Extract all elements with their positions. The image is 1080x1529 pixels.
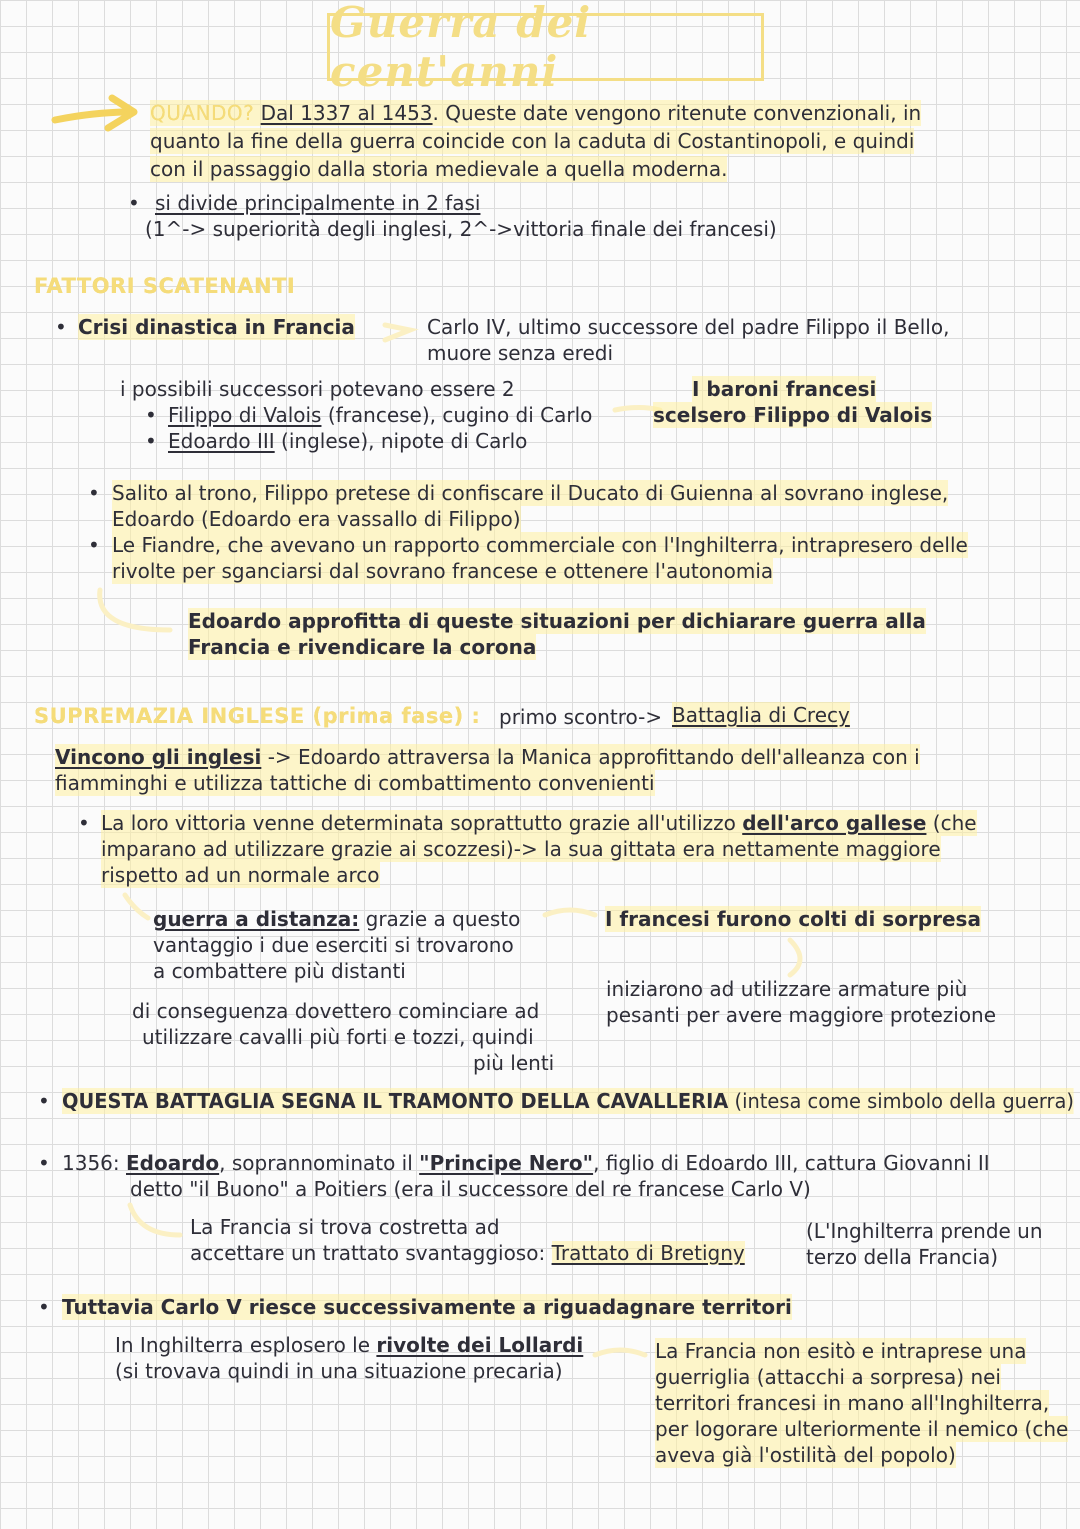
bullet: •	[88, 533, 100, 557]
intro-text: . Queste date vengono ritenute convenzionali, in	[432, 101, 922, 125]
bullet: •	[88, 481, 100, 505]
bullet1-line-2: Edoardo (Edoardo era vassallo di Filippo)	[112, 507, 521, 531]
barons-line-2: scelsero Filippo di Valois	[653, 403, 933, 427]
flow-arrow-icon	[100, 590, 170, 630]
bullet: •	[38, 1295, 50, 1319]
horses-line-1: di conseguenza dovettero cominciare ad	[132, 999, 540, 1023]
when-label: QUANDO?	[150, 101, 255, 125]
cavalry-line	[62, 1088, 1074, 1114]
france-line-1: La Francia si trova costretta ad	[190, 1215, 500, 1239]
bullet: •	[55, 315, 67, 339]
dynastic-crisis: Crisi dinastica in Francia	[78, 315, 355, 339]
successor-1	[168, 402, 592, 428]
distance-label: guerra a distanza:	[153, 907, 360, 931]
year-1356: 1356:	[62, 1151, 120, 1175]
flow-arrow-icon	[130, 1205, 180, 1235]
conclusion-line-2: Francia e rivendicare la corona	[188, 635, 537, 659]
black-prince: "Principe Nero"	[419, 1151, 594, 1175]
prince-line-1	[62, 1150, 990, 1176]
guerrilla-line-5: aveva già l'ostilità del popolo)	[655, 1443, 956, 1467]
england-line-2: terzo della Francia)	[806, 1245, 999, 1269]
phases-bullet: si divide principalmente in 2 fasi	[155, 191, 481, 215]
war-dates: Dal 1337 al 1453	[260, 101, 433, 125]
successor-1-desc: (francese), cugino di Carlo	[321, 403, 593, 427]
winners-label: Vincono gli inglesi	[55, 745, 262, 769]
france-text: accettare un trattato svantaggioso:	[190, 1241, 552, 1265]
successor-2-name: Edoardo III	[168, 429, 275, 453]
lollardi-line-1	[115, 1332, 583, 1358]
bullet2-line-2: rivolte per sganciarsi dal sovrano francese e ottenere l'autonomia	[112, 559, 774, 583]
flow-arrow-icon	[545, 910, 595, 915]
bullet1-line-1: Salito al trono, Filippo pretese di confiscare il Ducato di Guienna al sovrano inglese,	[112, 481, 949, 505]
bullet: •	[38, 1151, 50, 1175]
winners-line-1	[55, 744, 920, 770]
distance-text: grazie a questo	[359, 907, 521, 931]
flow-arrow-icon	[595, 1350, 645, 1355]
france-line-2	[190, 1240, 745, 1266]
cavalry-bold: QUESTA BATTAGLIA SEGNA IL TRAMONTO DELLA CAVALLERIA	[62, 1089, 729, 1113]
flow-arrow-icon	[125, 895, 148, 918]
successor-2-desc: (inglese), nipote di Carlo	[274, 429, 528, 453]
first-clash-label: primo scontro->	[499, 705, 663, 729]
battle-name: Battaglia di Crecy	[672, 703, 850, 727]
winners-text: -> Edoardo attraversa la Manica approfittando dell'alleanza con i	[261, 745, 920, 769]
england-line-1: (L'Inghilterra prende un	[806, 1219, 1043, 1243]
lollardi-line-2: (si trovava quindi in una situazione precaria)	[115, 1359, 563, 1383]
bullet: •	[145, 403, 157, 427]
armor-line-2: pesanti per avere maggiore protezione	[606, 1003, 997, 1027]
arrow-right-icon	[55, 98, 134, 128]
intro-line-1	[150, 100, 921, 126]
prince-text: , soprannominato il	[219, 1151, 420, 1175]
prince-text-rest: , figlio di Edoardo III, cattura Giovanni II	[593, 1151, 990, 1175]
section-heading-factors: FATTORI SCATENANTI	[34, 274, 296, 298]
successors-intro: i possibili successori potevano essere 2	[120, 377, 515, 401]
bullet: •	[128, 191, 140, 215]
flow-arrow-icon	[790, 940, 800, 975]
carlo-v-line: Tuttavia Carlo V riesce successivamente a riguadagnare territori	[62, 1295, 792, 1319]
lollardi-name: rivolte dei Lollardi	[376, 1333, 584, 1357]
distance-line-3: a combattere più distanti	[153, 959, 406, 983]
bullet: •	[145, 429, 157, 453]
distance-line-2: vantaggio i due eserciti si trovarono	[153, 933, 514, 957]
horses-line-3: più lenti	[473, 1051, 555, 1075]
guerrilla-line-1: La Francia non esitò e intraprese una	[655, 1339, 1027, 1363]
flow-arrow-icon	[385, 325, 410, 340]
carlo-line-1: Carlo IV, ultimo successore del padre Filippo il Bello,	[427, 315, 950, 339]
treaty-name: Trattato di Bretigny	[551, 1241, 745, 1265]
successor-1-name: Filippo di Valois	[168, 403, 322, 427]
guerrilla-line-4: per logorare ulteriormente il nemico (che	[655, 1417, 1069, 1441]
armor-line-1: iniziarono ad utilizzare armature più	[606, 977, 968, 1001]
bow-text-end: (che	[926, 811, 977, 835]
intro-line-2: quanto la fine della guerra coincide con la caduta di Costantinopoli, e quindi	[150, 129, 915, 153]
page-title: Guerra dei cent'anni	[330, 0, 592, 96]
bullet: •	[78, 811, 90, 835]
intro-line-3: con il passaggio dalla storia medievale a quella moderna.	[150, 157, 728, 181]
section-heading-supremacy: SUPREMAZIA INGLESE (prima fase) :	[34, 704, 481, 728]
carlo-line-2: muore senza eredi	[427, 341, 613, 365]
welsh-bow: dell'arco gallese	[742, 811, 927, 835]
distance-line-1	[153, 906, 520, 932]
bow-line-1	[101, 810, 977, 836]
phases-detail: (1^-> superiorità degli inglesi, 2^->vittoria finale dei francesi)	[145, 217, 777, 241]
guerrilla-line-3: territori francesi in mano all'Inghilterra,	[655, 1391, 1050, 1415]
surprise-text: I francesi furono colti di sorpresa	[605, 907, 981, 931]
barons-line-1: I baroni francesi	[692, 377, 877, 401]
horses-line-2: utilizzare cavalli più forti e tozzi, quindi	[142, 1025, 534, 1049]
bullet2-line-1: Le Fiandre, che avevano un rapporto commerciale con l'Inghilterra, intrapresero delle	[112, 533, 968, 557]
successor-2	[168, 428, 527, 454]
edoardo-name: Edoardo	[126, 1151, 220, 1175]
cavalry-rest: (intesa come simbolo della guerra)	[728, 1089, 1074, 1113]
bow-line-3: rispetto ad un normale arco	[101, 863, 380, 887]
lollardi-text: In Inghilterra esplosero le	[115, 1333, 377, 1357]
guerrilla-line-2: guerriglia (attacchi a sorpresa) nei	[655, 1365, 1001, 1389]
prince-line-2: detto "il Buono" a Poitiers (era il successore del re francese Carlo V)	[130, 1177, 811, 1201]
bullet: •	[38, 1089, 50, 1113]
bow-text: La loro vittoria venne determinata soprattutto grazie all'utilizzo	[101, 811, 743, 835]
bow-line-2: imparano ad utilizzare grazie ai scozzesi)-> la sua gittata era nettamente maggiore	[101, 837, 941, 861]
winners-line-2: fiamminghi e utilizza tattiche di combattimento convenienti	[55, 771, 655, 795]
conclusion-line-1: Edoardo approfitta di queste situazioni per dichiarare guerra alla	[188, 609, 926, 633]
